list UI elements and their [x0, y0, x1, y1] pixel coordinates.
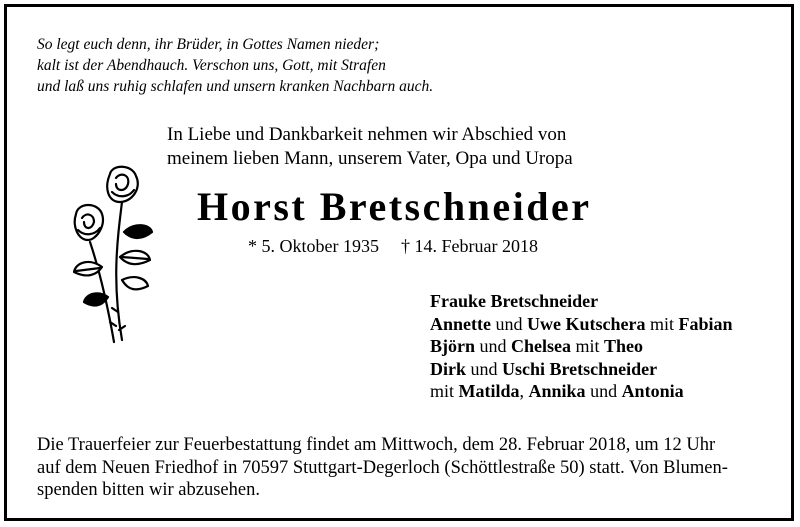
obituary-notice — [4, 4, 794, 521]
funeral-info — [37, 434, 772, 502]
rose-icon — [62, 162, 162, 352]
mourners-list — [430, 290, 733, 403]
mourner-line: mit Matilda, Annika und Antonia — [430, 381, 684, 401]
mourner-line: Frauke Bretschneider — [430, 291, 599, 311]
intro-text — [167, 123, 573, 171]
funeral-line: spenden bitten wir abzusehen. — [37, 480, 260, 500]
mourner-line: Annette und Uwe Kutschera mit Fabian — [430, 313, 733, 334]
deceased-name: Horst Bretschneider — [197, 184, 592, 229]
birth-date: * 5. Oktober 1935 — [248, 236, 379, 256]
verse-line: kalt ist der Abendhauch. Verschon uns, Gott, mit Strafen — [37, 57, 386, 74]
funeral-line: Die Trauerfeier zur Feuerbestattung findet am Mittwoch, dem 28. Februar 2018, um 12 Uhr — [37, 435, 716, 455]
intro-line: meinem lieben Mann, unserem Vater, Opa und Uropa — [167, 148, 573, 169]
mourner-line: Dirk und Uschi Bretschneider — [430, 358, 658, 379]
verse-line: So legt euch denn, ihr Brüder, in Gottes Namen nieder; — [37, 36, 380, 53]
verse — [37, 34, 433, 97]
intro-line: In Liebe und Dankbarkeit nehmen wir Abschied von — [167, 124, 567, 145]
life-dates — [248, 236, 538, 257]
death-date: † 14. Februar 2018 — [400, 236, 538, 256]
funeral-line: auf dem Neuen Friedhof in 70597 Stuttgart-Degerloch (Schöttlestraße 50) statt. Von Blumen- — [37, 457, 728, 478]
verse-line: und laß uns ruhig schlafen und unsern kranken Nachbarn auch. — [37, 78, 434, 95]
mourner-line: Björn und Chelsea mit Theo — [430, 336, 644, 356]
